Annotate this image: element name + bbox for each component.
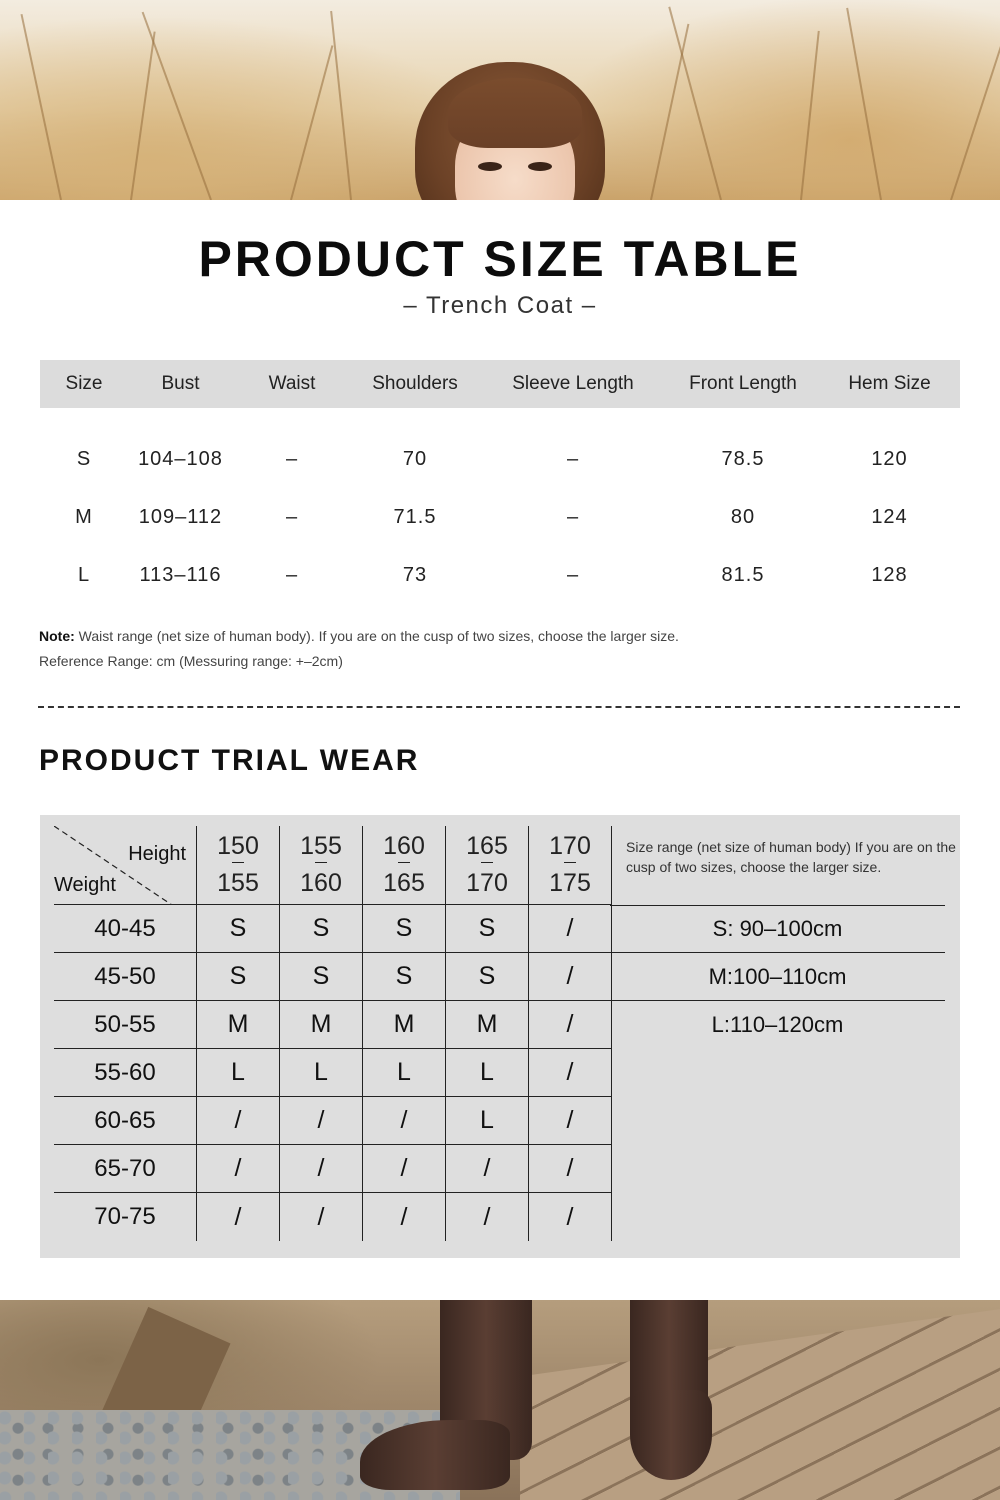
cell-waist: – xyxy=(285,447,299,470)
weight-cell: 55-60 xyxy=(54,1049,197,1097)
weight-cell: 50-55 xyxy=(54,1001,197,1049)
cell-sleeve-length: – xyxy=(566,563,580,586)
column-header-size: Size xyxy=(65,373,103,394)
trial-row xyxy=(54,1193,612,1241)
cell-waist: – xyxy=(285,505,299,528)
weight-cell: 65-70 xyxy=(54,1145,197,1193)
size-cell: S xyxy=(197,953,280,1001)
column-header-bust: Bust xyxy=(161,373,200,394)
size-cell: / xyxy=(529,1145,612,1193)
table-row xyxy=(40,488,960,546)
column-header-hem-size: Hem Size xyxy=(848,373,931,394)
trial-row xyxy=(54,1097,612,1145)
cell-hem-size: 128 xyxy=(871,563,908,586)
note-text: Waist range (net size of human body). If you are on the cusp of two sizes, choose the larger size. xyxy=(74,628,679,644)
size-cell: S xyxy=(363,905,446,953)
size-cell: S xyxy=(363,953,446,1001)
height-column-header: 160 165 xyxy=(363,826,446,905)
size-range-s: S: 90–100cm xyxy=(610,905,945,953)
column-header-front-length: Front Length xyxy=(689,373,797,394)
size-cell: / xyxy=(529,1001,612,1049)
size-cell: / xyxy=(363,1097,446,1145)
note-label: Note: xyxy=(39,628,75,644)
size-cell: / xyxy=(280,1193,363,1241)
trial-row xyxy=(54,1049,612,1097)
trial-wear-panel xyxy=(40,815,960,1258)
size-cell: / xyxy=(197,1193,280,1241)
size-cell: L xyxy=(446,1097,529,1145)
weight-label: Weight xyxy=(54,874,116,896)
size-cell: L xyxy=(197,1049,280,1097)
bottom-boots-photo xyxy=(0,1300,1000,1500)
cell-front-length: 80 xyxy=(730,505,756,528)
trial-row xyxy=(54,953,612,1001)
size-range-m: M:100–110cm xyxy=(610,953,945,1001)
size-cell: / xyxy=(280,1145,363,1193)
size-cell: / xyxy=(529,1097,612,1145)
column-header-waist: Waist xyxy=(268,373,316,394)
cell-shoulders: 73 xyxy=(402,563,428,586)
size-cell: / xyxy=(446,1145,529,1193)
size-cell: / xyxy=(280,1097,363,1145)
cell-size: S xyxy=(76,447,92,470)
trial-header-row xyxy=(54,826,612,905)
cell-front-length: 81.5 xyxy=(721,563,765,586)
size-range-note: Size range (net size of human body) If you are on the cusp of two sizes, choose the larger size. xyxy=(626,839,956,875)
weight-cell: 60-65 xyxy=(54,1097,197,1145)
size-cell: / xyxy=(529,905,612,953)
size-table-header xyxy=(40,360,960,408)
table-row xyxy=(40,546,960,604)
size-cell: / xyxy=(529,1049,612,1097)
weight-cell: 40-45 xyxy=(54,905,197,953)
cell-bust: 113–116 xyxy=(139,563,222,586)
cell-bust: 104–108 xyxy=(138,447,223,470)
size-cell: / xyxy=(197,1145,280,1193)
size-cell: / xyxy=(446,1193,529,1241)
size-range-l: L:110–120cm xyxy=(711,1012,844,1037)
height-column-header: 150 155 xyxy=(197,826,280,905)
size-cell: / xyxy=(363,1193,446,1241)
cell-sleeve-length: – xyxy=(566,505,580,528)
cell-shoulders: 71.5 xyxy=(393,505,437,528)
size-table xyxy=(40,360,960,604)
size-note xyxy=(39,624,679,674)
cell-hem-size: 124 xyxy=(871,505,908,528)
page-title: PRODUCT SIZE TABLE xyxy=(198,231,802,287)
section-divider xyxy=(38,706,960,708)
top-model-photo xyxy=(0,0,1000,200)
size-cell: M xyxy=(280,1001,363,1049)
size-cell: M xyxy=(446,1001,529,1049)
trial-row xyxy=(54,1001,612,1049)
height-label: Height xyxy=(128,843,186,865)
size-cell: S xyxy=(280,905,363,953)
size-cell: S xyxy=(197,905,280,953)
height-column-header: 170 175 xyxy=(529,826,612,905)
size-cell: / xyxy=(529,1193,612,1241)
cell-hem-size: 120 xyxy=(871,447,908,470)
size-cell: L xyxy=(363,1049,446,1097)
cell-sleeve-length: – xyxy=(566,447,580,470)
height-weight-corner xyxy=(54,826,197,905)
cell-waist: – xyxy=(285,563,299,586)
page-subtitle: – Trench Coat – xyxy=(403,292,597,319)
cell-size: M xyxy=(75,505,93,528)
cell-size: L xyxy=(77,563,91,586)
weight-cell: 45-50 xyxy=(54,953,197,1001)
column-header-shoulders: Shoulders xyxy=(372,373,458,394)
trial-row xyxy=(54,1145,612,1193)
size-cell: / xyxy=(529,953,612,1001)
cell-shoulders: 70 xyxy=(402,447,428,470)
reference-range: Reference Range: cm (Messuring range: +–2cm) xyxy=(39,653,343,669)
column-header-sleeve-length: Sleeve Length xyxy=(512,373,634,394)
table-row xyxy=(40,430,960,488)
size-cell: / xyxy=(197,1097,280,1145)
size-cell: S xyxy=(446,905,529,953)
cell-bust: 109–112 xyxy=(138,505,223,528)
cell-front-length: 78.5 xyxy=(721,447,765,470)
size-cell: M xyxy=(197,1001,280,1049)
trial-section-title: PRODUCT TRIAL WEAR xyxy=(39,744,420,777)
trial-wear-grid xyxy=(54,826,612,1241)
weight-cell: 70-75 xyxy=(54,1193,197,1241)
height-column-header: 165 170 xyxy=(446,826,529,905)
size-cell: S xyxy=(446,953,529,1001)
size-cell: L xyxy=(280,1049,363,1097)
size-cell: / xyxy=(363,1145,446,1193)
height-column-header: 155 160 xyxy=(280,826,363,905)
trial-row xyxy=(54,905,612,953)
size-cell: S xyxy=(280,953,363,1001)
size-cell: L xyxy=(446,1049,529,1097)
size-cell: M xyxy=(363,1001,446,1049)
